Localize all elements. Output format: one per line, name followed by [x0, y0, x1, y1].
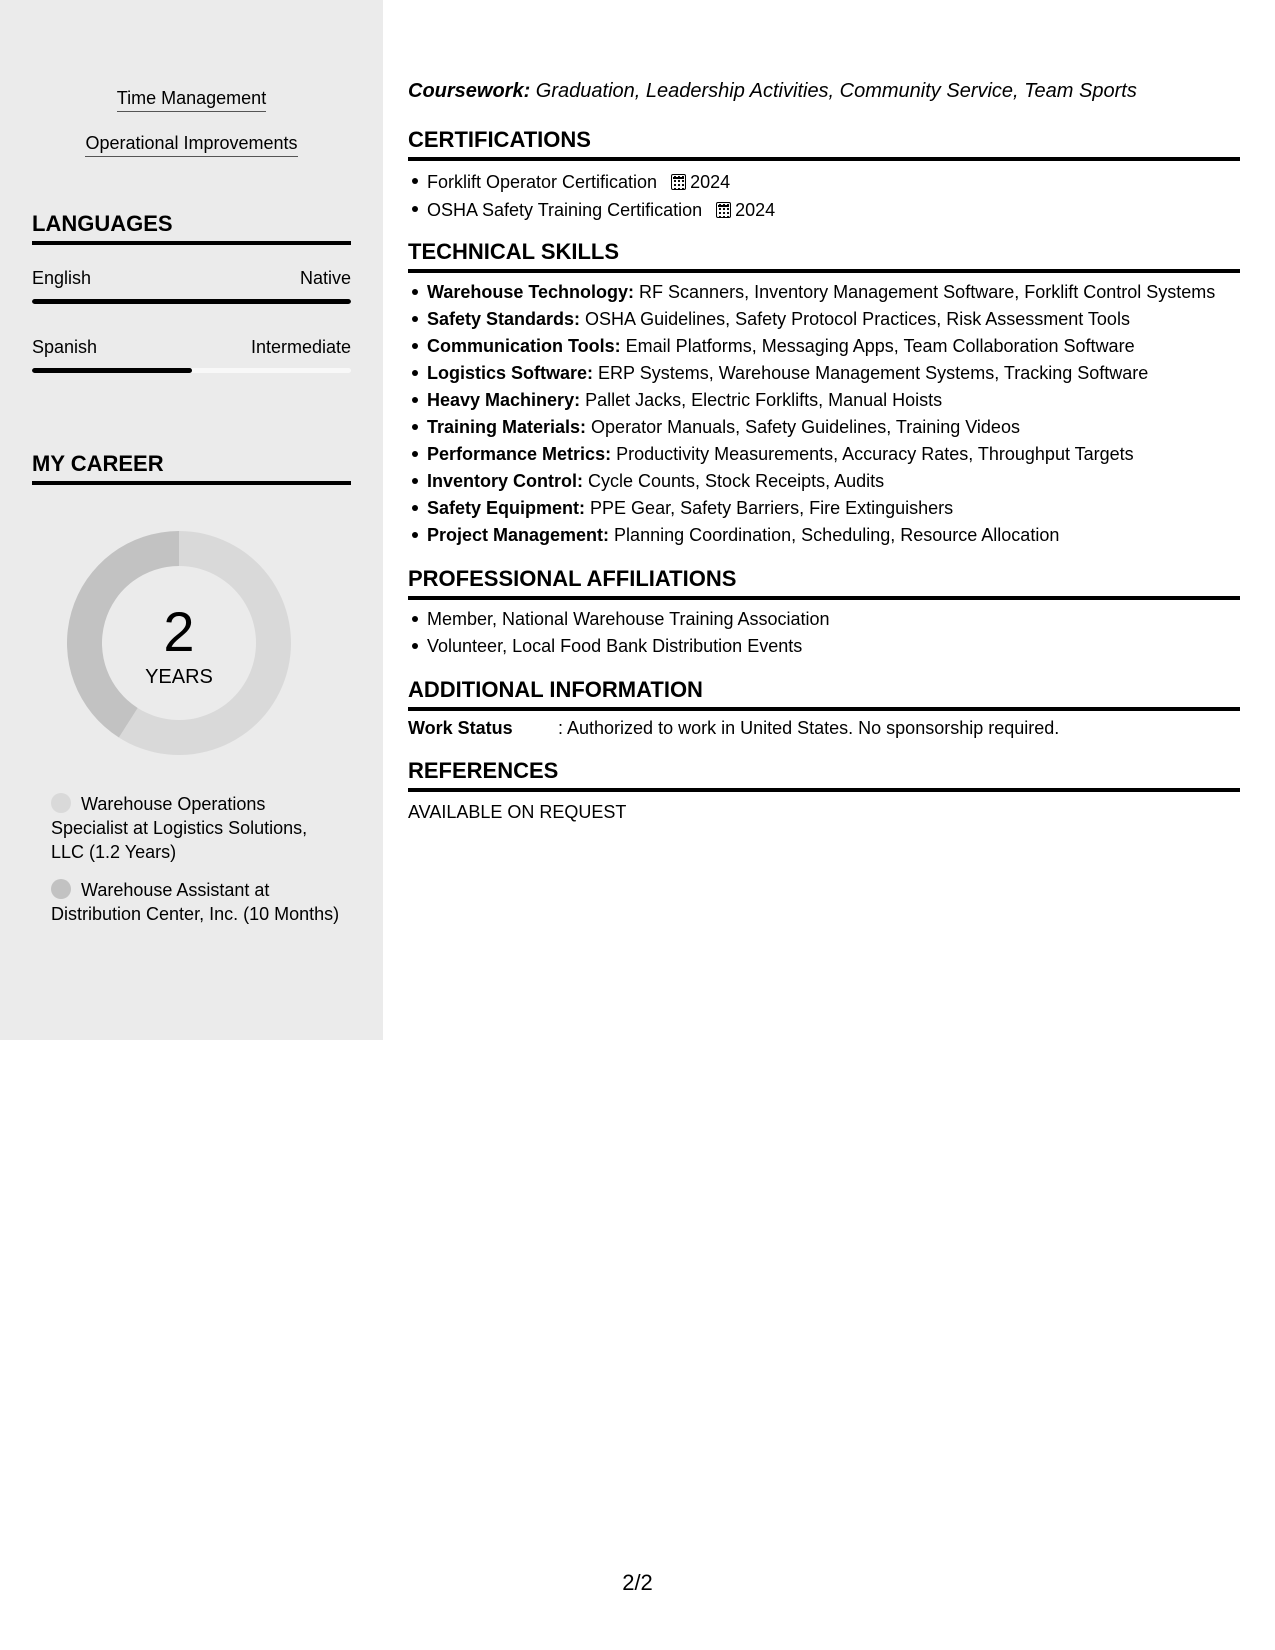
career-legend-dot — [51, 879, 71, 899]
work-status-value: : Authorized to work in United States. No sponsorship required. — [558, 718, 1060, 738]
affiliations-heading: PROFESSIONAL AFFILIATIONS — [408, 566, 1240, 600]
technical-skills-heading: TECHNICAL SKILLS — [408, 239, 1240, 273]
language-bar-english — [32, 299, 351, 304]
career-donut-chart — [66, 530, 292, 756]
additional-information-heading: ADDITIONAL INFORMATION — [408, 677, 1240, 711]
page-number: 2/2 — [622, 1570, 653, 1595]
skill-category: Communication Tools: — [427, 336, 621, 356]
skill-values: Pallet Jacks, Electric Forklifts, Manual Hoists — [580, 390, 943, 410]
career-heading: MY CAREER — [32, 451, 351, 485]
calendar-icon — [716, 202, 731, 218]
skill-category: Performance Metrics: — [427, 444, 612, 464]
certification-year: 2024 — [735, 200, 776, 220]
career-total-unit: YEARS — [145, 666, 213, 688]
language-level: Intermediate — [250, 337, 351, 357]
coursework-text: Graduation, Leadership Activities, Community Service, Team Sports — [530, 80, 1137, 102]
certification-name: Forklift Operator Certification — [427, 172, 658, 192]
skill-item-time-management — [0, 88, 383, 112]
language-name: English — [32, 268, 92, 288]
skill-values: PPE Gear, Safety Barriers, Fire Extinguishers — [585, 498, 954, 518]
skill-category: Warehouse Technology: — [427, 282, 635, 302]
list-item — [427, 360, 1242, 387]
references-text: AVAILABLE ON REQUEST — [408, 802, 627, 822]
list-item — [427, 196, 1242, 224]
skill-values: Productivity Measurements, Accuracy Rates, Throughput Targets — [611, 444, 1134, 464]
skill-values: Planning Coordination, Scheduling, Resource Allocation — [609, 525, 1060, 545]
language-row-english — [32, 268, 351, 289]
list-item — [427, 495, 1242, 522]
career-entry — [51, 878, 341, 926]
coursework-line — [408, 80, 1240, 103]
skill-values: OSHA Guidelines, Safety Protocol Practices, Risk Assessment Tools — [580, 309, 1130, 329]
certifications-list — [427, 168, 1242, 224]
list-item — [427, 333, 1242, 360]
skill-values: Operator Manuals, Safety Guidelines, Training Videos — [586, 417, 1020, 437]
list-item — [427, 306, 1242, 333]
skill-category: Safety Standards: — [427, 309, 581, 329]
affiliations-list — [427, 606, 1242, 660]
career-entry-label: Warehouse Operations Specialist at Logistics Solutions, LLC (1.2 Years) — [51, 794, 308, 862]
certifications-heading: CERTIFICATIONS — [408, 127, 1240, 161]
list-item: Volunteer, Local Food Bank Distribution Events — [427, 633, 1242, 660]
language-name: Spanish — [32, 337, 98, 357]
list-item — [427, 387, 1242, 414]
career-entry — [51, 792, 341, 864]
skill-values: Cycle Counts, Stock Receipts, Audits — [583, 471, 885, 491]
references-heading: REFERENCES — [408, 758, 1240, 792]
languages-heading: LANGUAGES — [32, 211, 351, 245]
career-total-years: 2 — [163, 600, 195, 663]
skill-category: Heavy Machinery: — [427, 390, 581, 410]
work-status-row — [408, 718, 1240, 739]
skill-label: Time Management — [117, 88, 266, 112]
list-item — [427, 441, 1242, 468]
skill-label: Operational Improvements — [85, 133, 297, 157]
career-entry-label: Warehouse Assistant at Distribution Center, Inc. (10 Months) — [51, 880, 340, 924]
list-item — [427, 168, 1242, 196]
calendar-icon — [671, 174, 686, 190]
language-bar-spanish — [32, 368, 351, 373]
sidebar — [0, 0, 383, 1040]
language-level: Native — [299, 268, 351, 288]
career-legend-dot — [51, 793, 71, 813]
language-bar-fill — [32, 368, 192, 373]
skill-category: Safety Equipment: — [427, 498, 586, 518]
skill-category: Training Materials: — [427, 417, 587, 437]
certification-name: OSHA Safety Training Certification — [427, 200, 703, 220]
certification-year: 2024 — [690, 172, 731, 192]
coursework-label: Coursework: — [408, 80, 531, 102]
skill-category: Inventory Control: — [427, 471, 583, 491]
work-status-label: Work Status — [408, 718, 513, 738]
skill-category: Logistics Software: — [427, 363, 594, 383]
list-item: Member, National Warehouse Training Association — [427, 606, 1242, 633]
list-item — [427, 279, 1242, 306]
skill-values: ERP Systems, Warehouse Management Systems, Tracking Software — [593, 363, 1149, 383]
language-row-spanish — [32, 337, 351, 358]
list-item — [427, 468, 1242, 495]
language-bar-fill — [32, 299, 351, 304]
skill-category: Project Management: — [427, 525, 610, 545]
technical-skills-list — [427, 279, 1242, 549]
list-item — [427, 414, 1242, 441]
list-item — [427, 522, 1242, 549]
skill-values: RF Scanners, Inventory Management Software, Forklift Control Systems — [634, 282, 1216, 302]
skill-values: Email Platforms, Messaging Apps, Team Collaboration Software — [620, 336, 1135, 356]
skill-item-operational-improvements — [0, 133, 383, 157]
